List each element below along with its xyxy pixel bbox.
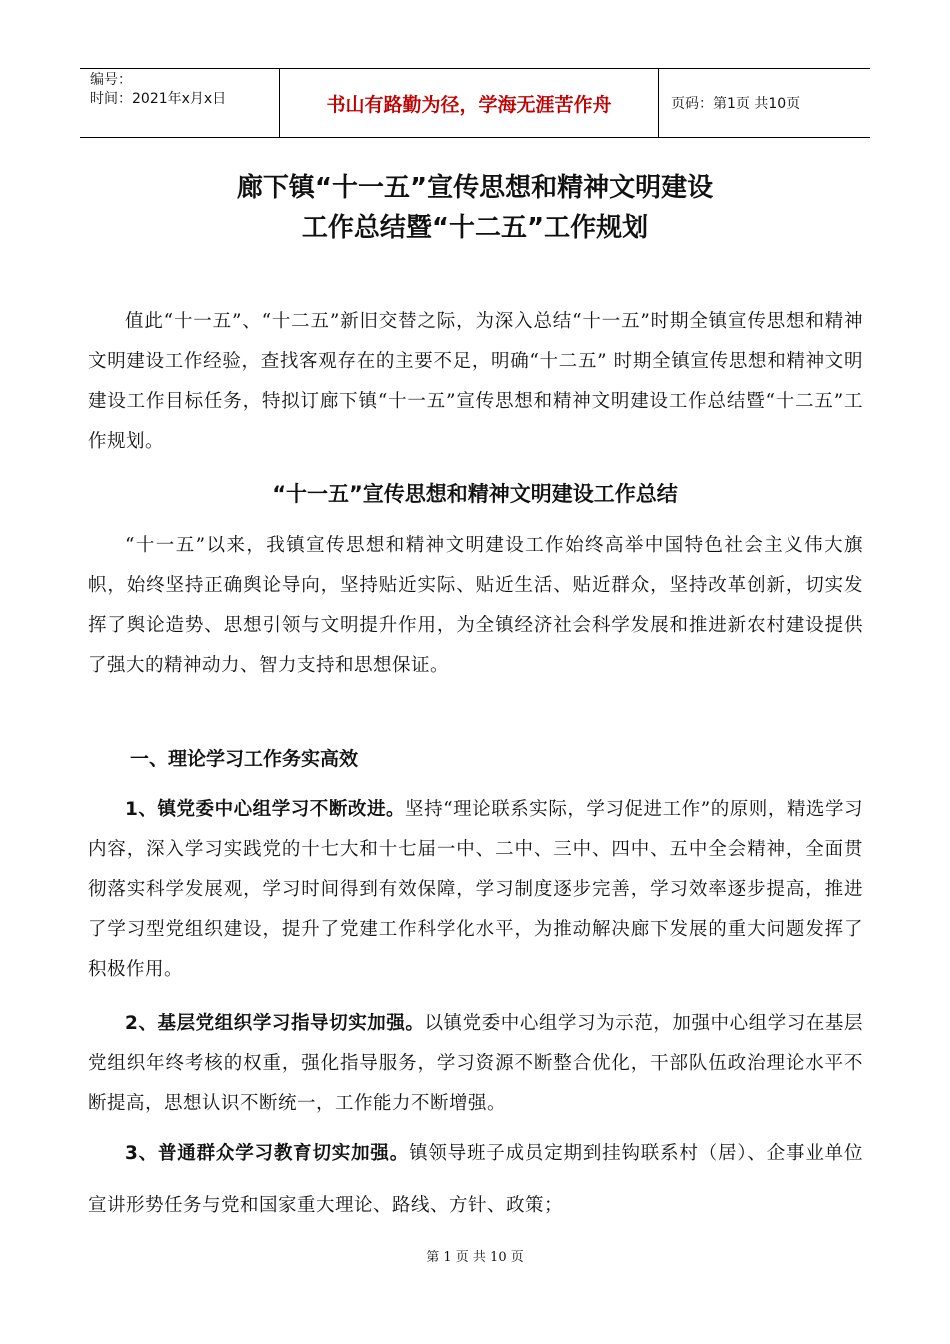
title-line-2: 工作总结暨“十二五”工作规划	[301, 213, 649, 243]
heading-theory-study: 一、理论学习工作务实高效	[130, 748, 359, 770]
page-footer: 第 1 页 共 10 页	[426, 1250, 524, 1265]
number-label: 编号：	[90, 72, 132, 88]
item-paragraph-2	[88, 1004, 863, 1124]
item-lead-2: 2、基层党组织学习指导切实加强。	[125, 1013, 425, 1034]
item-paragraph-3	[88, 1128, 863, 1232]
header-motto: 书山有路勤为径，学海无涯苦作舟	[280, 69, 659, 137]
title-line-1: 廊下镇“十一五”宣传思想和精神文明建设	[236, 173, 714, 203]
header-page-info: 页码：第1页 共10页	[671, 96, 801, 112]
intro-paragraph: 值此“十一五”、“十二五”新旧交替之际，为深入总结“十一五”时期全镇宣传思想和精神文明建设工作经验，查找客观存在的主要不足，明确“十二五” 时期全镇宣传思想和精神文明建设工作目标任务，特拟订廊下镇“十一五”宣传思想和精神文明建设工作总结暨“十二五”工作规划。	[88, 311, 863, 452]
section-body-paragraph: “十一五”以来，我镇宣传思想和精神文明建设工作始终高举中国特色社会主义伟大旗帜，始终坚持正确舆论导向，坚持贴近实际、贴近生活、贴近群众，坚持改革创新，切实发挥了舆论造势、思想引领与文明提升作用，为全镇经济社会科学发展和推进新农村建设提供了强大的精神动力、智力支持和思想保证。	[88, 535, 863, 676]
page-header	[80, 68, 870, 138]
item-lead-3: 3、普通群众学习教育切实加强。	[125, 1143, 410, 1164]
item-paragraph-1	[88, 790, 863, 990]
item-lead-1: 1、镇党委中心组学习不断改进。	[125, 799, 406, 820]
header-meta	[80, 69, 280, 137]
document-title	[0, 168, 950, 248]
item-text-1: 坚持“理论联系实际，学习促进工作”的原则，精选学习内容，深入学习实践党的十七大和十七届一中、二中、三中、四中、五中全会精神，全面贯彻落实科学发展观，学习时间得到有效保障，学习制度逐步完善，学习效率逐步提高，推进了学习型党组织建设，提升了党建工作科学化水平，为推动解决廊下发展的重大问题发挥了积极作用。	[88, 799, 863, 980]
date-label: 时间：2021年x月x日	[90, 91, 227, 107]
section-title: “十一五”宣传思想和精神文明建设工作总结	[272, 482, 678, 506]
item-text-3: 镇领导班子成员定期到挂钩联系村（居）、企事业单位宣讲形势任务与党和国家重大理论、路线、方针、政策；	[88, 1143, 863, 1216]
item-text-2: 以镇党委中心组学习为示范，加强中心组学习在基层党组织年终考核的权重，强化指导服务，学习资源不断整合优化，干部队伍政治理论水平不断提高，思想认识不断统一，工作能力不断增强。	[88, 1013, 863, 1114]
